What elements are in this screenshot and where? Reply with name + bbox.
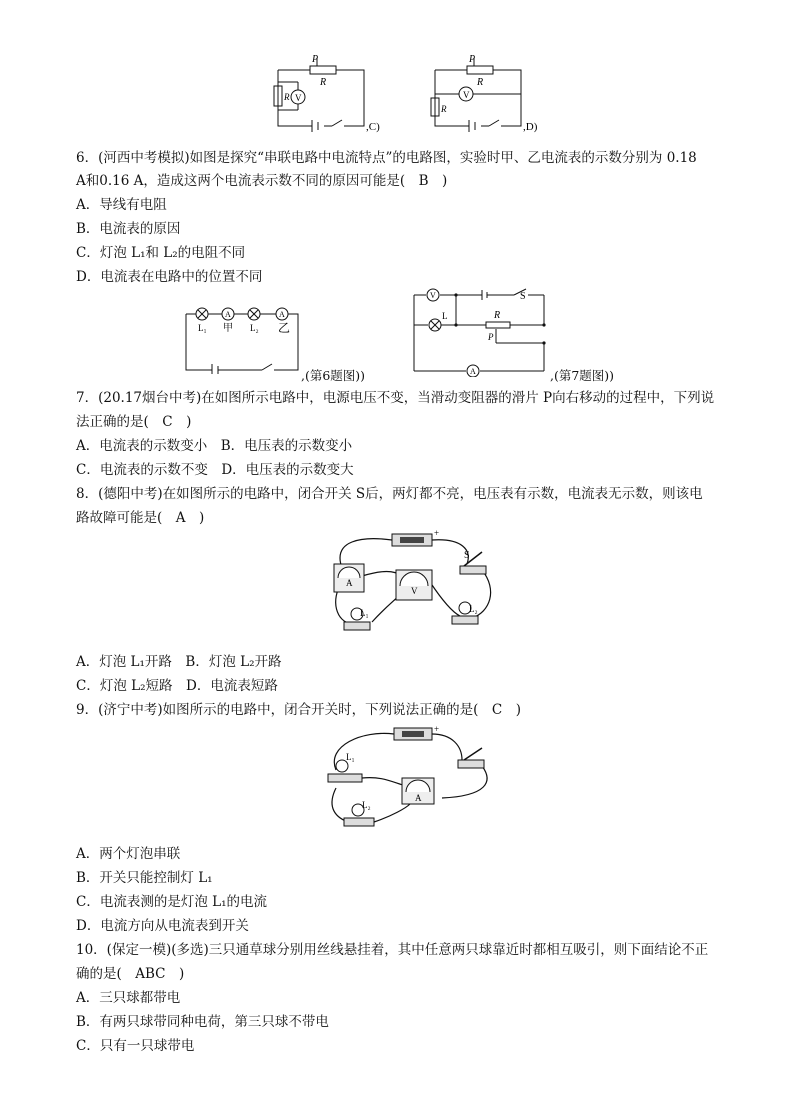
q7-stem-line1: 7．(20.17烟台中考)在如图所示电路中，电源电压不变，当滑动变阻器的滑片 P向右移动的过程中，下列说 <box>76 390 715 406</box>
q8-options-ab: A．灯泡 L₁开路 B．灯泡 L₂开路 <box>76 654 282 670</box>
q9-stem: 9．(济宁中考)如图所示的电路中，闭合开关时，下列说法正确的是( C ) <box>76 702 521 718</box>
q8-stem-line2: 路故障可能是( A ) <box>76 510 205 526</box>
p-label: P <box>469 54 476 65</box>
rheostat-label: R <box>494 310 501 321</box>
q9-option-d: D．电流方向从电流表到开关 <box>76 918 249 934</box>
option-c-label: ,C) <box>366 121 380 133</box>
option-d-label: ,D) <box>523 121 538 133</box>
q6-option-b: B．电流表的原因 <box>76 221 181 237</box>
jia-label: 甲 <box>223 323 233 334</box>
slider-label: P <box>488 332 494 342</box>
r0-label: R <box>284 92 290 102</box>
fig6-caption: ,(第6题图)) <box>301 368 366 383</box>
r0-label: R <box>441 104 447 114</box>
switch-label: S <box>520 291 526 302</box>
lamp-l2-label: L₂ <box>362 800 371 810</box>
voltmeter-label: V <box>463 90 470 100</box>
lamp-l1-label: L₁ <box>346 752 355 762</box>
q6-option-c: C．灯泡 L₁和 L₂的电阻不同 <box>76 245 246 261</box>
q6-option-d: D．电流表在电路中的位置不同 <box>76 269 263 285</box>
q6-stem-line2: A和0.16 A，造成这两个电流表示数不同的原因可能是( B ) <box>76 173 448 189</box>
voltmeter-label: V <box>295 93 302 103</box>
q10-stem-line1: 10．(保定一模)(多选)三只通草球分别用丝线悬挂着，其中任意两只球靠近时都相互吸引，则下面结论不正 <box>76 942 709 958</box>
voltmeter-label: V <box>430 291 436 300</box>
ammeter-label: A <box>470 367 476 376</box>
q8-options-cd: C．灯泡 L₂短路 D．电流表短路 <box>76 678 278 694</box>
r-label: R <box>320 77 327 88</box>
q9-option-b: B．开关只能控制灯 L₁ <box>76 870 213 886</box>
lamp-l1-label: L₁ <box>360 608 369 618</box>
lamp-label: L <box>442 311 448 321</box>
q6-option-a: A．导线有电阻 <box>76 197 167 213</box>
q9-option-c: C．电流表测的是灯泡 L₁的电流 <box>76 894 267 910</box>
q9-option-a: A．两个灯泡串联 <box>76 846 181 862</box>
svg-text:+: + <box>434 530 440 538</box>
q10-option-c: C．只有一只球带电 <box>76 1038 195 1054</box>
ammeter-jia-label: A <box>225 310 231 319</box>
q10-stem-line2: 确的是( ABC ) <box>76 966 185 982</box>
q8-circuit-picture <box>322 530 502 642</box>
circuit-figure-d <box>425 52 545 134</box>
q7-circuit-diagram <box>410 285 555 377</box>
q10-option-a: A．三只球都带电 <box>76 990 181 1006</box>
circuit-figure-c <box>268 52 388 134</box>
q6-circuit-diagram <box>180 304 305 374</box>
voltmeter-label: V <box>411 586 418 596</box>
yi-label: 乙 <box>278 321 291 335</box>
lamp-l2-label: L₂ <box>469 604 478 614</box>
ammeter-label: A <box>346 578 353 588</box>
ammeter-yi-label: A <box>279 310 285 319</box>
q6-stem-line1: 6．(河西中考模拟)如图是探究“串联电路中电流特点”的电路图，实验时甲、乙电流表的示数分别为 0.18 <box>76 150 697 166</box>
switch-label: S <box>464 550 470 561</box>
q10-option-b: B．有两只球带同种电荷，第三只球不带电 <box>76 1014 329 1030</box>
p-label: P <box>312 54 319 65</box>
lamp-l1-label: L₁ <box>198 323 207 333</box>
ammeter-label: A <box>415 793 422 803</box>
fig7-caption: ,(第7题图)) <box>550 368 615 383</box>
svg-text:+: + <box>434 726 440 734</box>
r-label: R <box>477 77 484 88</box>
q7-options-cd: C．电流表的示数不变 D．电压表的示数变大 <box>76 462 354 478</box>
q7-options-ab: A．电流表的示数变小 B．电压表的示数变小 <box>76 438 353 454</box>
q8-stem-line1: 8．(德阳中考)在如图所示的电路中，闭合开关 S后，两灯都不亮，电压表有示数，电流表无示数，则该电 <box>76 486 703 502</box>
q9-circuit-picture <box>322 726 498 830</box>
q7-stem-line2: 法正确的是( C ) <box>76 414 192 430</box>
lamp-l2-label: L₂ <box>250 323 259 333</box>
